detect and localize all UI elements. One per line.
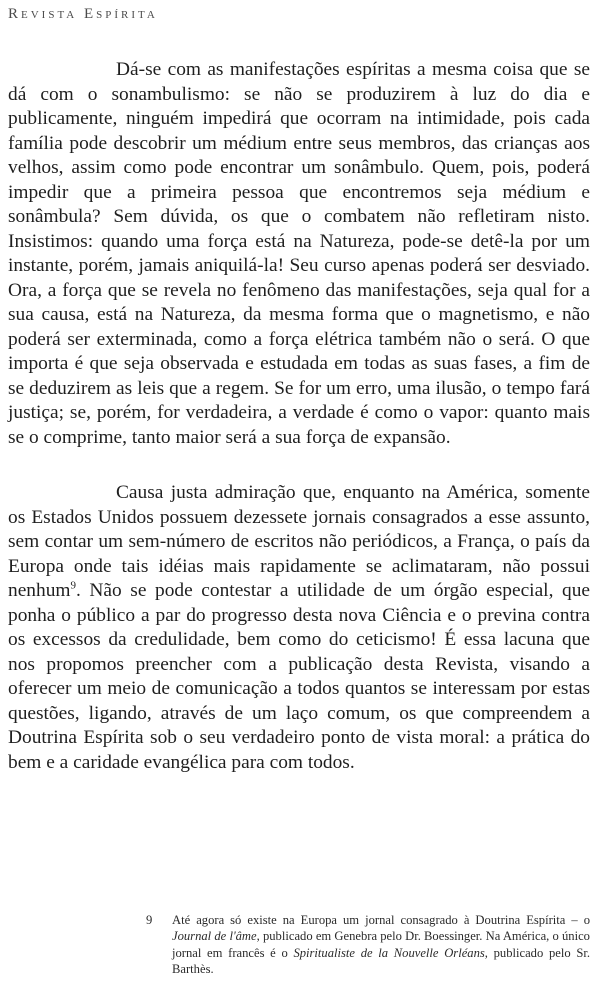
footnote (146, 912, 590, 978)
footnote-number: 9 (146, 913, 153, 927)
footnote-reference[interactable]: 9 (70, 579, 76, 592)
footnote-text-b: , publicado em Genebra pelo Dr. Boessinger. Na América, o único jornal em francês é o (172, 929, 590, 960)
footnote-text (172, 912, 590, 978)
footnote-text-c: , publicado pelo Sr. Barthès. (172, 945, 590, 977)
footnote-text-a: Até agora só existe na Europa um jornal consagrado à Doutrina Espírita – o (172, 913, 590, 927)
footnote-journal-2: Spiritualiste de la Nouvelle Orléans (293, 945, 485, 960)
running-head: Revista Espírita (8, 6, 158, 22)
footnote-journal-1: Journal de l'âme (172, 929, 257, 944)
paragraph-1: Dá-se com as manifestações espíritas a mesma coisa que se dá com o sonambulismo: se não se produzirem à luz do dia e publicamente, ninguém impedirá que ocorram na intimidade, pois cada família pode descobrir um médium entre seus membros, das crianças aos velhos, assim como pode encontrar um sonâmbulo. Quem, pois, poderá impedir que a primeira pessoa que encontremos seja médium e sonâmbula? Sem dúvida, os que o combatem não refletiram nisto. Insistimos: quando uma força está na Natureza, pode-se detê-la por um instante, porém, jamais aniquilá-la! Seu curso apenas poderá ser desviado. Ora, a força que se revela no fenômeno das manifestações, seja qual for a sua causa, está na Natureza, da mesma forma que o magnetismo, e não poderá ser exterminada, como a força elétrica também não o será. O que importa é que seja observada e estudada em todas as suas fases, a fim de se deduzirem as leis que a regem. Se for um erro, uma ilusão, o tempo fará justiça; se, porém, for verdadeira, a verdade é como o vapor: quanto mais se o comprime, tanto maior será a sua força de expansão. (8, 59, 590, 448)
paragraph-2-text-b: . Não se pode contestar a utilidade de um órgão especial, que ponha o público a par do progresso desta nova Ciência e o previna contra os excessos da credulidade, bem como do ceticismo! É essa lacuna que nos propomos preencher com a publicação desta Revista, visando a oferecer um meio de comunicação a todos quantos se interessam por estas questões, ligando, através de um laço comum, os que compreendem a Doutrina Espírita sob o seu verdadeiro ponto de vista moral: a prática do bem e a caridade evangélica para com todos. (8, 580, 590, 773)
body-text (8, 58, 590, 775)
paragraph-2 (8, 481, 590, 775)
paragraph-2-text-a: Causa justa admiração que, enquanto na América, somente os Estados Unidos possuem dezessete jornais consagrados a esse assunto, sem contar um sem-número de escritos não periódicos, a França, o país da Europa onde tais idéias mais rapidamente se aclimataram, não possui nenhum (8, 482, 590, 601)
